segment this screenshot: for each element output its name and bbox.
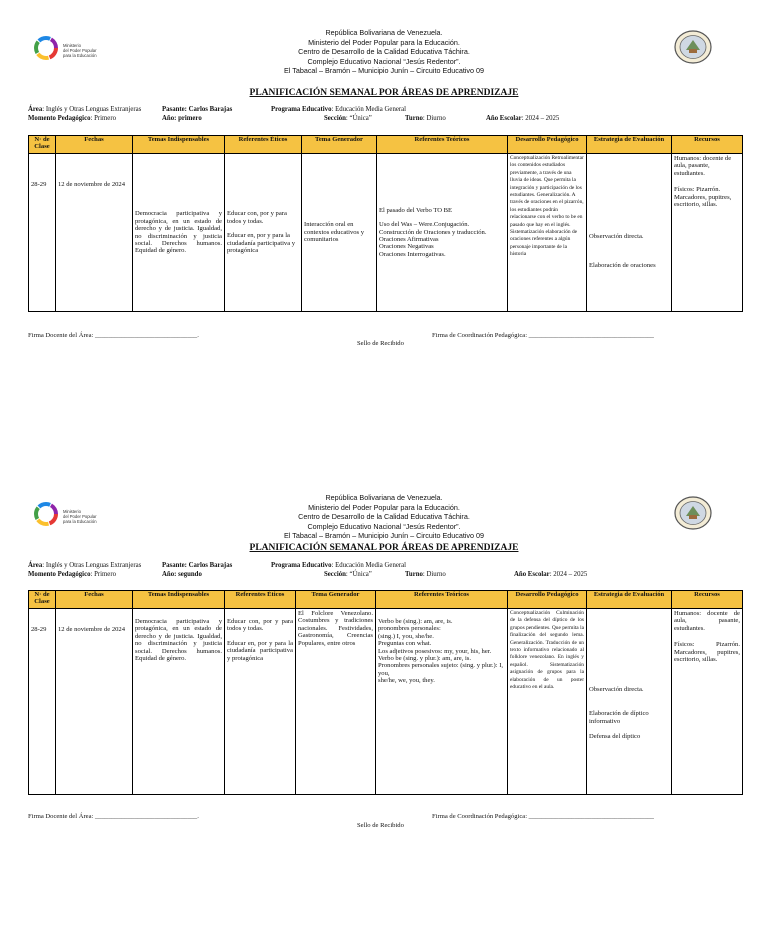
meta-area: Área: Inglés y Otras Lenguas Extranjeras	[28, 106, 142, 113]
signature-docente: Firma Docente del Área: _______________________________.	[28, 332, 199, 339]
page-title: PLANIFICACIÓN SEMANAL POR ÁREAS DE APRENDIZAJE	[249, 88, 519, 98]
stamp-label: Sello de Recibido	[357, 822, 404, 829]
table-row	[29, 609, 743, 795]
cell-recursos: Humanos: docente de aula, pasante, estudiantes. Físicos: Pizarrón. Marcadores, pupitres, escritorio, sillas.	[672, 154, 743, 312]
col-header: Fechas	[56, 136, 133, 154]
header-line: Centro de Desarrollo de la Calidad Educativa Táchira.	[298, 512, 470, 522]
col-header: N· de Clase	[29, 136, 56, 154]
planning-table	[28, 590, 743, 795]
meta-momento: Momento Pedagógico: Primero	[28, 571, 116, 578]
meta-pasante: Pasante: Carlos Barajas	[162, 562, 233, 569]
col-header: Fechas	[56, 591, 133, 609]
meta-turno: Turno: Diurno	[405, 115, 446, 122]
institution-header	[0, 493, 768, 541]
cell-teoricos: Verbo be (sing.): am, are, is. pronombres personales: (sing.) I, you, she/he. Preguntas con what. Los adjetivos posesivos: my, your, his, her. Verbo be (sing. y plur.): am, are, is. Pronombres personales sujeto: (sing. y plur.): I, you, she/he, we, you, they.	[376, 609, 508, 795]
cell-eticos: Educar con, por y para todos y todas. Educar en, por y para la ciudadanía participativa y protagónica	[225, 154, 302, 312]
col-header: Temas Indispensables	[133, 136, 225, 154]
cell-desarrollo: Conceptualización Retroalimentar los contenidos estudiados previamente, a través de una lluvia de ideas. Que permita la integración y participación de los estudiantes. Generalización. A través de oraciones en el pizarrón, los estudiantes podrán relacionarse con el verbo to be en pasado que hay en el inglés. Sistematización elaboración de oraciones referentes a algún personaje importante de la historia	[508, 154, 587, 312]
ministry-logo-text: Ministerio del Poder Popular para la Educación	[63, 43, 97, 58]
col-header: Referentes Éticos	[225, 136, 302, 154]
col-header: Desarrollo Pedagógico	[508, 591, 587, 609]
col-header: Temas Indispensables	[133, 591, 225, 609]
col-header: Recursos	[672, 136, 743, 154]
header-line: El Tabacal – Bramón – Municipio Junín – Circuito Educativo 09	[283, 66, 485, 76]
cell-generador: El Folclore Venezolano. Costumbres y tradiciones nacionales. Festividades, Gastronomía, Creencias Populares, entre otros	[296, 609, 376, 795]
stamp-label: Sello de Recibido	[357, 340, 404, 347]
cell-evaluacion: Observación directa. Elaboración de díptico informativo Defensa del díptico	[587, 609, 672, 795]
header-line: El Tabacal – Bramón – Municipio Junín – Circuito Educativo 09	[283, 531, 485, 541]
cell-temas: Democracia participativa y protagónica, en un estado de derecho y de justicia. Igualdad, no discriminación y justicia social. Derechos humanos. Equidad de género.	[133, 154, 225, 312]
col-header: Referentes Teóricos	[377, 136, 508, 154]
meta-area: Área: Inglés y Otras Lenguas Extranjeras	[28, 562, 142, 569]
cell-clase: 28-29	[29, 154, 56, 312]
cell-fecha: 12 de noviembre de 2024	[56, 609, 133, 795]
col-header: N· de Clase	[29, 591, 56, 609]
meta-turno: Turno: Diurno	[405, 571, 446, 578]
plan-page-2	[0, 466, 768, 932]
col-header: Estrategia de Evaluación	[587, 136, 672, 154]
header-line: República Bolivariana de Venezuela.	[325, 493, 443, 502]
meta-momento: Momento Pedagógico: Primero	[28, 115, 116, 122]
signature-docente: Firma Docente del Área: _______________________________.	[28, 813, 199, 820]
meta-seccion: Sección: “Única”	[324, 115, 372, 122]
meta-anio: Año: segundo	[162, 571, 202, 578]
cell-recursos: Humanos: docente de aula, pasante, estudiantes. Físicos: Pizarrón. Marcadores, pupitres, escritorio, sillas.	[672, 609, 743, 795]
planning-table	[28, 135, 743, 312]
meta-programa: Programa Educativo: Educación Media General	[271, 106, 407, 113]
col-header: Recursos	[672, 591, 743, 609]
cell-temas: Democracia participativa y protagónica, en un estado de derecho y de justicia. Igualdad, no discriminación y justicia social. Derechos humanos. Equidad de género.	[133, 609, 225, 795]
cell-desarrollo: Conceptualización Culminación de la defensa del díptico de los grupos pendientes. Que permita la finalización del segundo lema. Generalización. Traducción de un texto informativo relacionado al folklore venezolano. En inglés y español. Sistematización asignación de grupos para la elaboración de un poster educativo en el aula.	[508, 609, 587, 795]
signature-coordinacion: Firma de Coordinación Pedagógica: ______________________________________	[432, 332, 654, 339]
meta-anio: Año: primero	[162, 115, 202, 122]
cell-clase: 28-29	[29, 609, 56, 795]
cell-evaluacion: Observación directa. Elaboración de oraciones	[587, 154, 672, 312]
col-header: Tema Generador	[296, 591, 376, 609]
ministry-logo-text: Ministerio del Poder Popular para la Educación	[63, 509, 97, 524]
header-line: Ministerio del Poder Popular para la Educación.	[308, 37, 460, 47]
header-line: Ministerio del Poder Popular para la Educación.	[308, 502, 460, 512]
col-header: Estrategia de Evaluación	[587, 591, 672, 609]
cell-teoricos: El pasado del Verbo TO BE Uso del Was – Were.Conjugación. Construcción de Oraciones y traducción. Oraciones Afirmativas Oraciones Negativas Oraciones Interrogativas.	[377, 154, 508, 312]
header-line: Complejo Educativo Nacional “Jesús Redentor”.	[307, 56, 461, 66]
meta-anio-escolar: Año Escolar: 2024 – 2025	[514, 571, 588, 578]
signature-coordinacion: Firma de Coordinación Pedagógica: ______________________________________	[432, 813, 654, 820]
meta-seccion: Sección: “Única”	[324, 571, 372, 578]
col-header: Desarrollo Pedagógico	[508, 136, 587, 154]
cell-fecha: 12 de noviembre de 2024	[56, 154, 133, 312]
header-line: República Bolivariana de Venezuela.	[325, 28, 443, 37]
col-header: Referentes Teóricos	[376, 591, 508, 609]
meta-programa: Programa Educativo: Educación Media General	[271, 562, 407, 569]
page-title: PLANIFICACIÓN SEMANAL POR ÁREAS DE APRENDIZAJE	[249, 543, 519, 553]
cell-generador: Interacción oral en contextos educativos y comunitarios	[302, 154, 377, 312]
table-row	[29, 154, 743, 312]
institution-header	[0, 28, 768, 76]
meta-anio-escolar: Año Escolar: 2024 – 2025	[486, 115, 560, 122]
meta-pasante: Pasante: Carlos Barajas	[162, 106, 233, 113]
header-line: Complejo Educativo Nacional “Jesús Redentor”.	[307, 521, 461, 531]
col-header: Tema Generador	[302, 136, 377, 154]
header-line: Centro de Desarrollo de la Calidad Educativa Táchira.	[298, 47, 470, 57]
col-header: Referentes Éticos	[225, 591, 296, 609]
cell-eticos: Educar con, por y para todos y todas. Educar en, por y para la ciudadanía participativa y protagónica	[225, 609, 296, 795]
